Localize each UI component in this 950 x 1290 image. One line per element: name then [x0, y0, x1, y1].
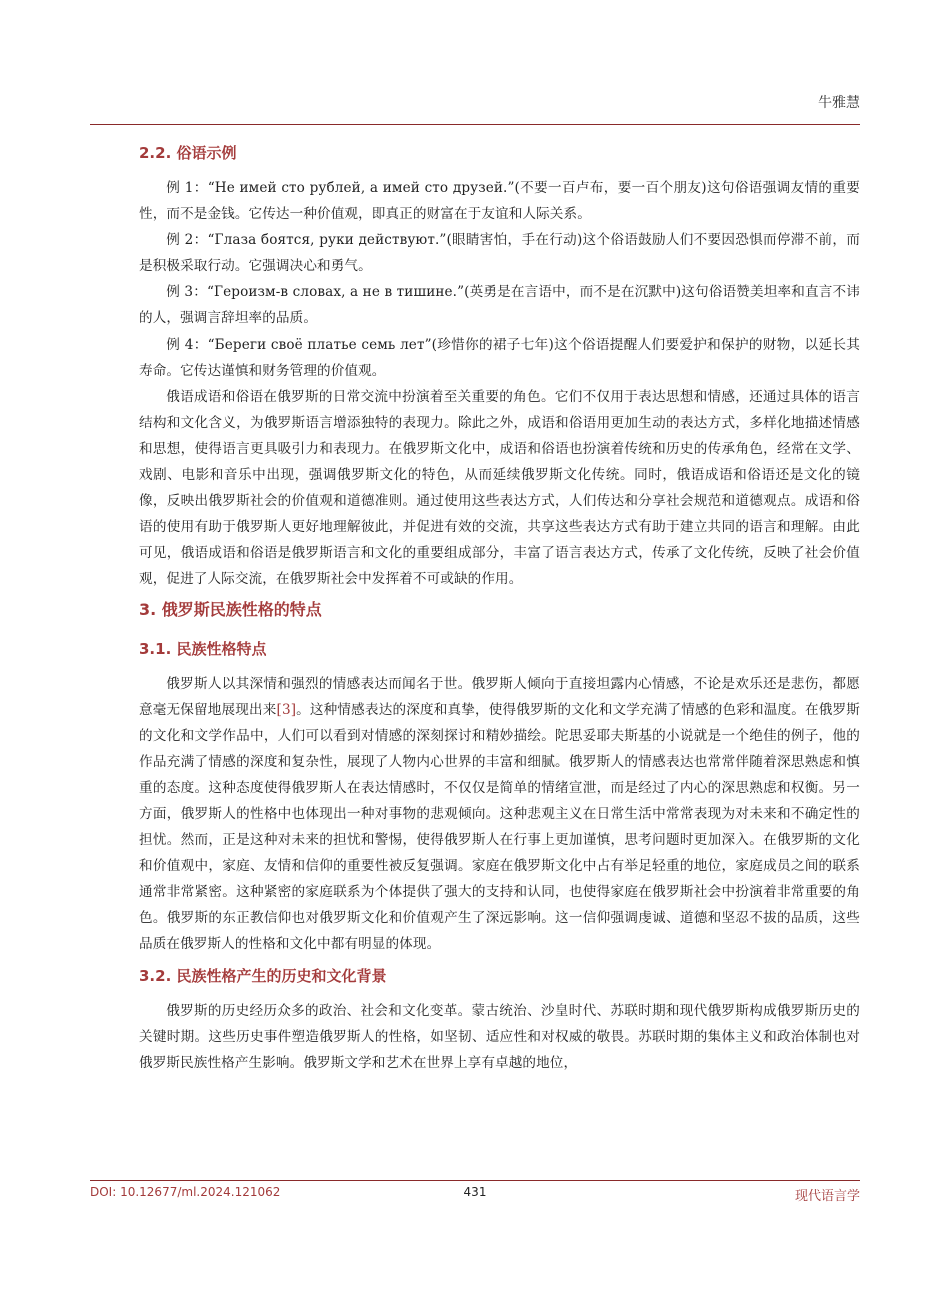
running-head-author: 牛雅慧: [818, 95, 860, 111]
header-rule: [90, 124, 860, 125]
journal-name: 现代语言学: [794, 1189, 860, 1204]
section-3-2-heading: 3.2. 民族性格产生的历史和文化背景: [139, 966, 387, 985]
citation-link[interactable]: [3]: [276, 701, 297, 718]
example-3-paragraph: 例 3：“Героизм-в словах, а не в тишине.”(英勇是在言语中，而不是在沉默中)这句俗语赞美坦率和直言不讳的人，强调言辞坦率的品质。: [139, 284, 860, 327]
paragraph-text-start: 俄罗斯人以其深情和强烈的情感表达而闻名于世。俄罗斯人倾向于直接坦露内心情感，不论是欢乐还是悲伤，都愿意毫无保留地展现出来: [139, 675, 860, 718]
national-character-paragraph: [139, 671, 860, 958]
section-3-1-heading: 3.1. 民族性格特点: [139, 639, 267, 658]
example-4-paragraph: 例 4：“Береги своё платье семь лет”(珍惜你的裙子七年)这个俗语提醒人们要爱护和保护的财物，以延长其寿命。它传达谨慎和财务管理的价值观。: [139, 336, 860, 379]
example-1-paragraph: 例 1：“Не имей сто рублей, а имей сто друзей.”(不要一百卢布，要一百个朋友)这句俗语强调友情的重要性，而不是金钱。它传达一种价值观，即真正的财富在于友谊和人际关系。: [139, 180, 860, 223]
example-2-paragraph: 例 2：“Глаза боятся, руки действуют.”(眼睛害怕，手在行动)这个俗语鼓励人们不要因恐惧而停滞不前，而是积极采取行动。它强调决心和勇气。: [139, 232, 860, 275]
section-2-2-heading: 2.2. 俗语示例: [139, 144, 237, 162]
main-content: [139, 135, 860, 1076]
doi-link[interactable]: DOI: 10.12677/ml.2024.121062: [90, 1185, 281, 1199]
idioms-summary-paragraph: 俄语成语和俗语在俄罗斯的日常交流中扮演着至关重要的角色。它们不仅用于表达思想和情感，还通过具体的语言结构和文化含义，为俄罗斯语言增添独特的表现力。除此之外，成语和俗语用更加生动的表达方式，多样化地描述情感和思想，使得语言更具吸引力和表现力。在俄罗斯文化中，成语和俗语也扮演着传统和历史的传承角色，经常在文学、戏剧、电影和音乐中出现，强调俄罗斯文化的特色，从而延续俄罗斯文化传统。同时，俄语成语和俗语还是文化的镜像，反映出俄罗斯社会的价值观和道德准则。通过使用这些表达方式，人们传达和分享社会规范和道德观点。成语和俗语的使用有助于俄罗斯人更好地理解彼此，并促进有效的交流，共享这些表达方式有助于建立共同的语言和理解。由此可见，俄语成语和俗语是俄罗斯语言和文化的重要组成部分，丰富了语言表达方式，传承了文化传统，反映了社会价值观，促进了人际交流，在俄罗斯社会中发挥着不可或缺的作用。: [139, 388, 860, 588]
footer-rule: [90, 1180, 860, 1181]
paragraph-text-end: 。这种情感表达的深度和真挚，使得俄罗斯的文化和文学充满了情感的色彩和温度。在俄罗斯的文化和文学作品中，人们可以看到对情感的深刻探讨和精妙描绘。陀思妥耶夫斯基的小说就是一个绝佳的例子，他的作品充满了情感的深度和复杂性，展现了人物内心世界的丰富和细腻。俄罗斯人的情感表达也常常伴随着深思熟虑和慎重的态度。这种态度使得俄罗斯人在表达情感时，不仅仅是简单的情绪宣泄，而是经过了内心的深思熟虑和权衡。另一方面，俄罗斯人的性格中也体现出一种对事物的悲观倾向。这种悲观主义在日常生活中常常表现为对未来和不确定性的担忧。然而，正是这种对未来的担忧和警惕，使得俄罗斯人在行事上更加谨慎，思考问题时更加深入。在俄罗斯的文化和价值观中，家庭、友情和信仰的重要性被反复强调。家庭在俄罗斯文化中占有举足轻重的地位，家庭成员之间的联系通常非常紧密。这种紧密的家庭联系为个体提供了强大的支持和认同，也使得家庭在俄罗斯社会中扮演着非常重要的角色。俄罗斯的东正教信仰也对俄罗斯文化和价值观产生了深远影响。这一信仰强调虔诚、道德和坚忍不拔的品质，这些品质在俄罗斯人的性格和文化中都有明显的体现。: [139, 701, 860, 953]
page-number: 431: [463, 1185, 487, 1199]
section-3-heading: 3. 俄罗斯民族性格的特点: [139, 599, 322, 619]
history-background-paragraph: 俄罗斯的历史经历众多的政治、社会和文化变革。蒙古统治、沙皇时代、苏联时期和现代俄罗斯构成俄罗斯历史的关键时期。这些历史事件塑造俄罗斯人的性格，如坚韧、适应性和对权威的敬畏。苏联时期的集体主义和政治体制也对俄罗斯民族性格产生影响。俄罗斯文学和艺术在世界上享有卓越的地位，: [139, 1002, 860, 1071]
